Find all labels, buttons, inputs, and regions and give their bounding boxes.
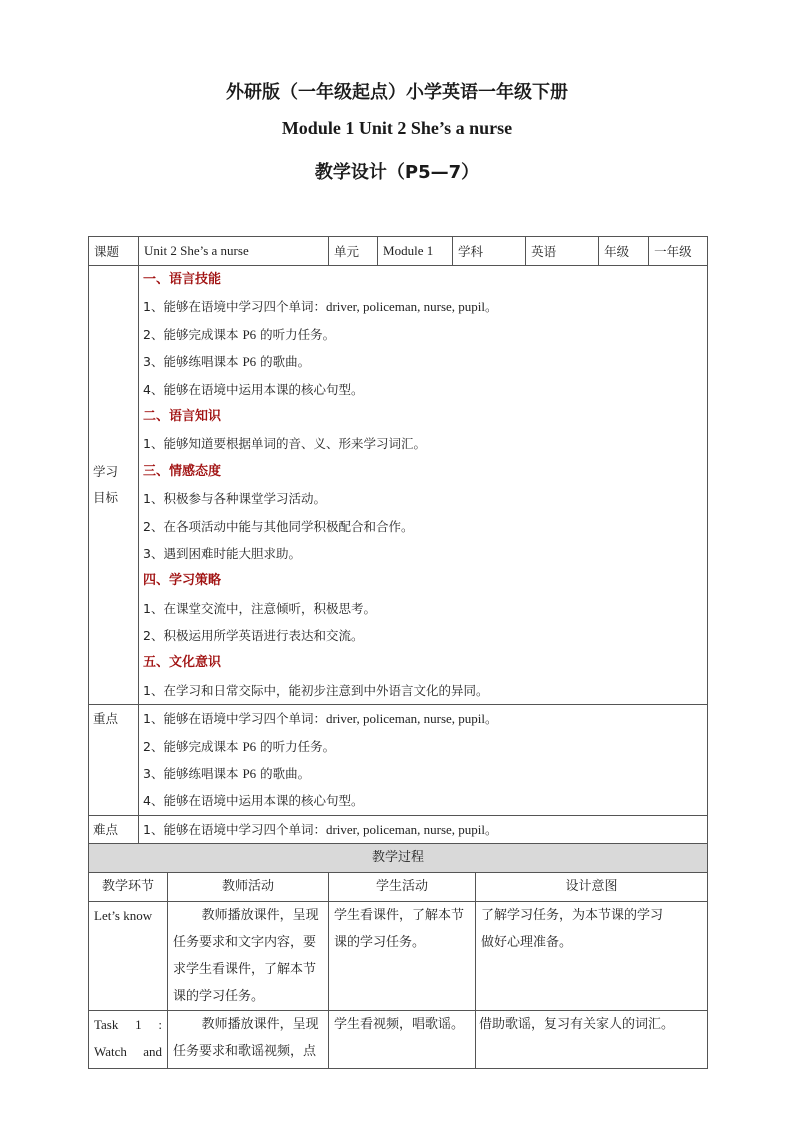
key-point-item: 2、能够完成课本 P6 的听力任务。	[143, 738, 336, 754]
goal-item: 1、积极参与各种课堂学习活动。	[143, 491, 326, 507]
difficult-point-item: 1、能够在语境中学习四个单词：driver, policeman, nurse, pupil。	[143, 821, 498, 837]
goals-row	[89, 266, 708, 705]
key-points-content	[139, 705, 708, 816]
key-point-item: 4、能够在语境中运用本课的核心句型。	[143, 793, 364, 809]
difficult-points-row	[89, 815, 708, 843]
process-header-row	[89, 844, 708, 873]
stage-line: Watch and	[94, 1044, 162, 1060]
lesson-plan-table	[88, 236, 708, 1069]
goal-heading: 二、语言知识	[143, 408, 222, 424]
goal-item: 4、能够在语境中运用本课的核心句型。	[143, 381, 364, 397]
difficult-points-content	[139, 815, 708, 843]
goal-item: 1、能够知道要根据单词的音、义、形来学习词汇。	[143, 436, 426, 452]
text-line: 做好心理准备。	[481, 935, 573, 951]
col-student-header: 学生活动	[329, 873, 476, 902]
goal-item: 1、在课堂交流中，注意倾听，积极思考。	[143, 600, 376, 616]
teacher-activity-cell	[168, 1011, 329, 1069]
unit-label: 单元	[329, 237, 378, 266]
stage-line: Task 1 :	[94, 1017, 162, 1033]
text-line: 学生看视频，唱歌谣。	[334, 1017, 465, 1033]
text-line: 借助歌谣，复习有关家人的词汇。	[479, 1017, 675, 1033]
process-row	[89, 902, 708, 1011]
key-point-item: 3、能够练唱课本 P6 的歌曲。	[143, 766, 311, 782]
text-line: 学生看课件，了解本节	[334, 908, 465, 924]
subject-value: 英语	[526, 237, 599, 266]
text-line: 教师播放课件，呈现	[201, 1017, 319, 1033]
goal-heading: 五、文化意识	[143, 655, 222, 671]
stage-line: Let’s know	[94, 908, 153, 924]
goal-heading: 四、学习策略	[143, 573, 222, 589]
goal-item: 2、在各项活动中能与其他同学积极配合和合作。	[143, 518, 414, 534]
key-point-item: 1、能够在语境中学习四个单词：driver, policeman, nurse, pupil。	[143, 711, 498, 727]
stage-cell	[89, 1011, 168, 1069]
key-points-label: 重点	[89, 705, 139, 816]
student-activity-cell	[329, 902, 476, 1011]
col-intent-header: 设计意图	[476, 873, 708, 902]
col-stage-header: 教学环节	[89, 873, 168, 902]
goal-item: 1、能够在语境中学习四个单词：driver, policeman, nurse, pupil。	[143, 299, 498, 315]
info-row	[89, 237, 708, 266]
text-line: 课的学习任务。	[173, 989, 265, 1005]
goal-item: 2、能够完成课本 P6 的听力任务。	[143, 326, 336, 342]
doc-title-line1: 外研版（一年级起点）小学英语一年级下册	[226, 82, 568, 103]
teacher-activity-cell	[168, 902, 329, 1011]
process-header: 教学过程	[89, 844, 708, 873]
goal-item: 2、积极运用所学英语进行表达和交流。	[143, 628, 364, 644]
goals-label	[89, 266, 139, 705]
process-row	[89, 1011, 708, 1069]
text-line: 任务要求和文字内容，要	[173, 935, 317, 951]
doc-title-line3: 教学设计（P5—7）	[314, 162, 480, 183]
design-intent-cell	[476, 1011, 708, 1069]
key-points-row	[89, 705, 708, 816]
stage-cell	[89, 902, 168, 1011]
text-line: 任务要求和歌谣视频，点	[173, 1044, 317, 1060]
topic-label: 课题	[89, 237, 139, 266]
goal-heading: 一、语言技能	[143, 272, 222, 287]
grade-value: 一年级	[649, 237, 708, 266]
goals-label-line1: 学习	[93, 464, 119, 480]
topic-value: Unit 2 She’s a nurse	[139, 237, 329, 266]
text-line: 了解学习任务，为本节课的学习	[481, 908, 664, 924]
difficult-points-label: 难点	[89, 815, 139, 843]
process-columns-row	[89, 873, 708, 902]
goal-item: 1、在学习和日常交际中，能初步注意到中外语言文化的异同。	[143, 682, 489, 698]
student-activity-cell	[329, 1011, 476, 1069]
text-line: 课的学习任务。	[334, 935, 426, 951]
text-line: 教师播放课件，呈现	[201, 908, 319, 924]
goal-item: 3、能够练唱课本 P6 的歌曲。	[143, 354, 311, 370]
goal-heading: 三、情感态度	[143, 463, 222, 479]
col-teacher-header: 教师活动	[168, 873, 329, 902]
goal-item: 3、遇到困难时能大胆求助。	[143, 545, 301, 561]
design-intent-cell	[476, 902, 708, 1011]
grade-label: 年级	[599, 237, 649, 266]
unit-value: Module 1	[378, 237, 453, 266]
goals-content	[139, 266, 708, 705]
text-line: 求学生看课件，了解本节	[173, 962, 317, 978]
goals-label-line2: 目标	[93, 490, 119, 506]
doc-title-line2: Module 1 Unit 2 She’s a nurse	[281, 118, 513, 138]
subject-label: 学科	[453, 237, 526, 266]
